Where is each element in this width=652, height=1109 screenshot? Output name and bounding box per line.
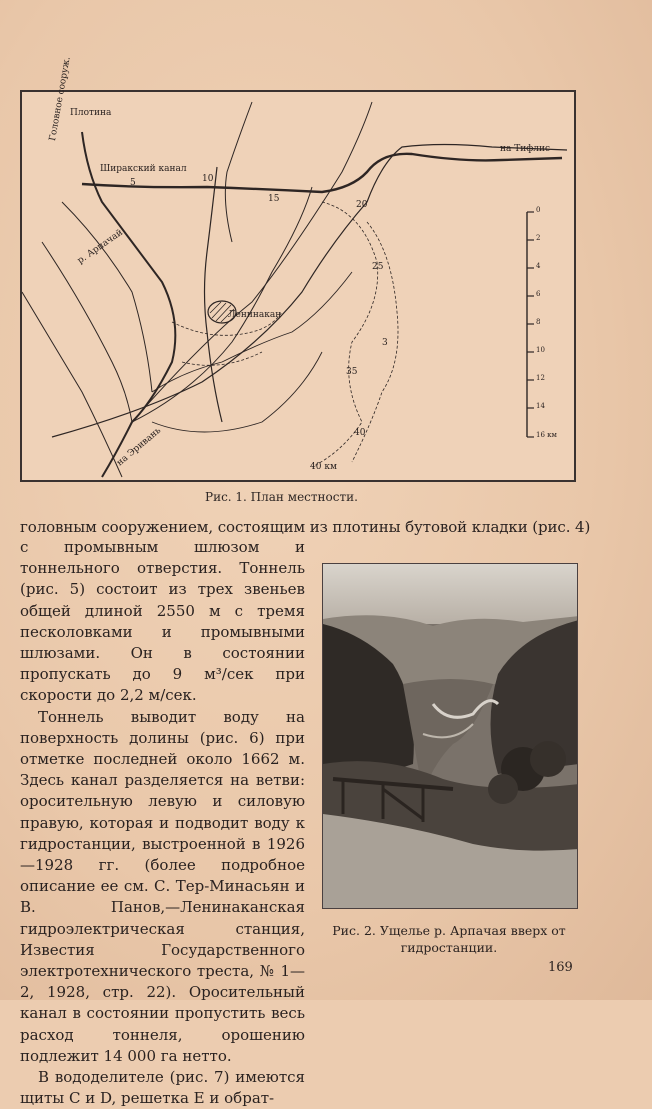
body-text-column	[20, 537, 305, 1109]
scale-label: 4	[536, 262, 541, 270]
map-label-tiflis: на Тифлис	[500, 144, 551, 154]
paragraph-tunnel: с промывным шлюзом и тоннельного отверстия. Тоннель (рис. 5) состоит из трех звеньев общей длиной 2550 м с тремя песколовками и промывными шлюзами. Он в состоянии пропускать до 9 м³/сек при скорости до 2,2 м/сек.	[20, 538, 305, 705]
map-label-shirak-canal: Ширакский канал	[100, 164, 187, 174]
map-label-km40km: 40 км	[310, 462, 337, 472]
figure1-caption: Рис. 1. План местности.	[205, 490, 358, 504]
map-label-plotina: Плотина	[70, 108, 112, 118]
map-label-km10: 10	[202, 174, 214, 184]
scale-label: 10	[536, 346, 545, 354]
text-line-full-width: головным сооружением, состоящим из плотины бутовой кладки (рис. 4)	[20, 518, 591, 536]
map-label-km3: 3	[382, 338, 388, 348]
scale-label: 16 км	[536, 431, 557, 439]
figure2-caption: Рис. 2. Ущелье р. Арпачая вверх от гидростанции.	[332, 923, 566, 955]
page-number: 169	[548, 960, 573, 975]
map-label-km25: 25	[372, 262, 384, 272]
map-label-leninakan: Ленинакан	[228, 310, 282, 320]
map-label-km40: 40	[354, 428, 366, 438]
paragraph-divider: В вододелителе (рис. 7) имеются щиты C и D, решетка E и обрат-	[20, 1068, 305, 1108]
map-drawing	[22, 92, 574, 480]
scale-label: 2	[536, 234, 541, 242]
map-label-km15: 15	[268, 194, 280, 204]
scale-label: 0	[536, 206, 541, 214]
map-label-golovnoe: Головное сооруж.	[48, 56, 73, 142]
scale-label: 8	[536, 318, 541, 326]
map-label-km20: 20	[356, 200, 368, 210]
scale-label: 14	[536, 402, 545, 410]
map-label-arpachay: р. Арпачай	[75, 227, 125, 267]
map-label-km35: 35	[346, 367, 358, 377]
scale-label: 6	[536, 290, 541, 298]
map-label-km5: 5	[130, 178, 136, 188]
gorge-photo	[322, 563, 578, 909]
map-label-erivan: на Эривань	[115, 425, 164, 469]
map-figure	[20, 56, 576, 482]
scale-label: 12	[536, 374, 545, 382]
paragraph-canal: Тоннель выводит воду на поверхность долины (рис. 6) при отметке последней около 1662 м. Здесь канал разделяется на ветви: оросительную левую и силовую правую, которая и подводит воду к гидростанции, выстроенной в 1926—1928 гг. (более подробное описание ее см. С. Тер-Минасьян и В. Панов,—Ленинаканская гидроэлектрическая станция, Известия Государственного электротехнического треста, № 1—2, 1928, стр. 22). Оросительный канал в состоянии пропустить весь расход тоннеля, орошению подлежит 14 000 га нетто.	[20, 707, 305, 1065]
gorge-photo-drawing	[323, 564, 578, 909]
